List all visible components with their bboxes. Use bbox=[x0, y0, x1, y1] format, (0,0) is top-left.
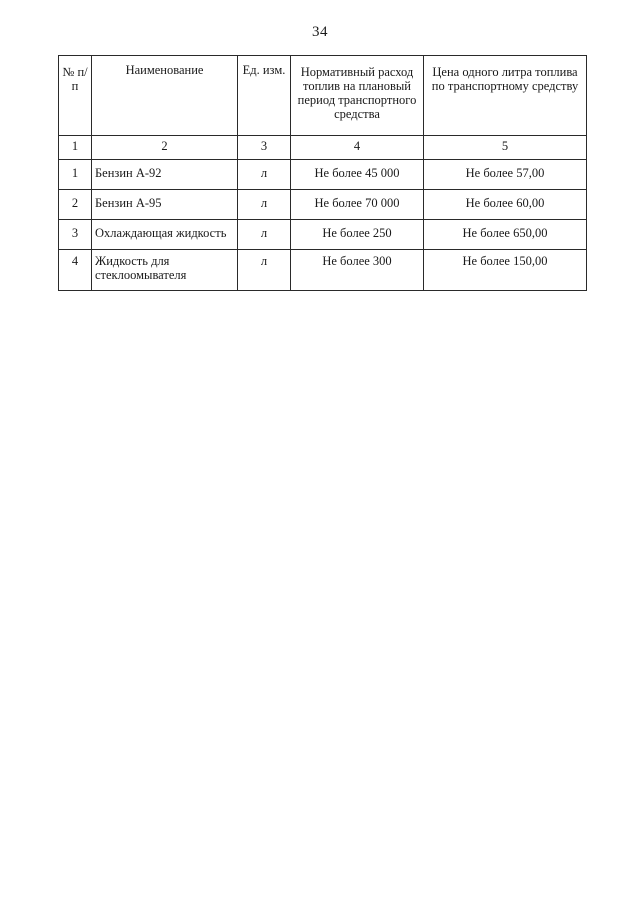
row-norm: Не более 45 000 bbox=[291, 160, 424, 190]
column-index: 3 bbox=[238, 136, 291, 160]
row-price: Не более 150,00 bbox=[424, 250, 587, 291]
table-row bbox=[59, 250, 587, 291]
header-norm: Нормативный расход топлив на плановый период транспортного средства bbox=[291, 56, 424, 136]
header-name: Наименование bbox=[92, 56, 238, 136]
row-name: Бензин А-92 bbox=[92, 160, 238, 190]
row-norm: Не более 70 000 bbox=[291, 190, 424, 220]
row-unit: л bbox=[238, 220, 291, 250]
row-unit: л bbox=[238, 250, 291, 291]
header-price: Цена одного литра топлива по транспортному средству bbox=[424, 56, 587, 136]
row-num: 4 bbox=[59, 250, 92, 291]
row-price: Не более 60,00 bbox=[424, 190, 587, 220]
row-unit: л bbox=[238, 160, 291, 190]
column-index: 2 bbox=[92, 136, 238, 160]
column-index: 4 bbox=[291, 136, 424, 160]
header-num: № п/п bbox=[59, 56, 92, 136]
row-norm: Не более 300 bbox=[291, 250, 424, 291]
row-norm: Не более 250 bbox=[291, 220, 424, 250]
page-number: 34 bbox=[312, 24, 328, 40]
table-header-row bbox=[59, 56, 587, 136]
fuel-norms-table bbox=[58, 55, 587, 291]
header-unit: Ед. изм. bbox=[238, 56, 291, 136]
row-price: Не более 650,00 bbox=[424, 220, 587, 250]
table-row bbox=[59, 220, 587, 250]
column-index: 1 bbox=[59, 136, 92, 160]
row-name: Охлаждающая жидкость bbox=[92, 220, 238, 250]
row-num: 2 bbox=[59, 190, 92, 220]
column-index: 5 bbox=[424, 136, 587, 160]
row-num: 1 bbox=[59, 160, 92, 190]
column-index-row bbox=[59, 136, 587, 160]
table-row bbox=[59, 190, 587, 220]
row-price: Не более 57,00 bbox=[424, 160, 587, 190]
row-unit: л bbox=[238, 190, 291, 220]
table-row bbox=[59, 160, 587, 190]
row-name: Бензин А-95 bbox=[92, 190, 238, 220]
row-name: Жидкость для стеклоомывателя bbox=[92, 250, 238, 291]
row-num: 3 bbox=[59, 220, 92, 250]
